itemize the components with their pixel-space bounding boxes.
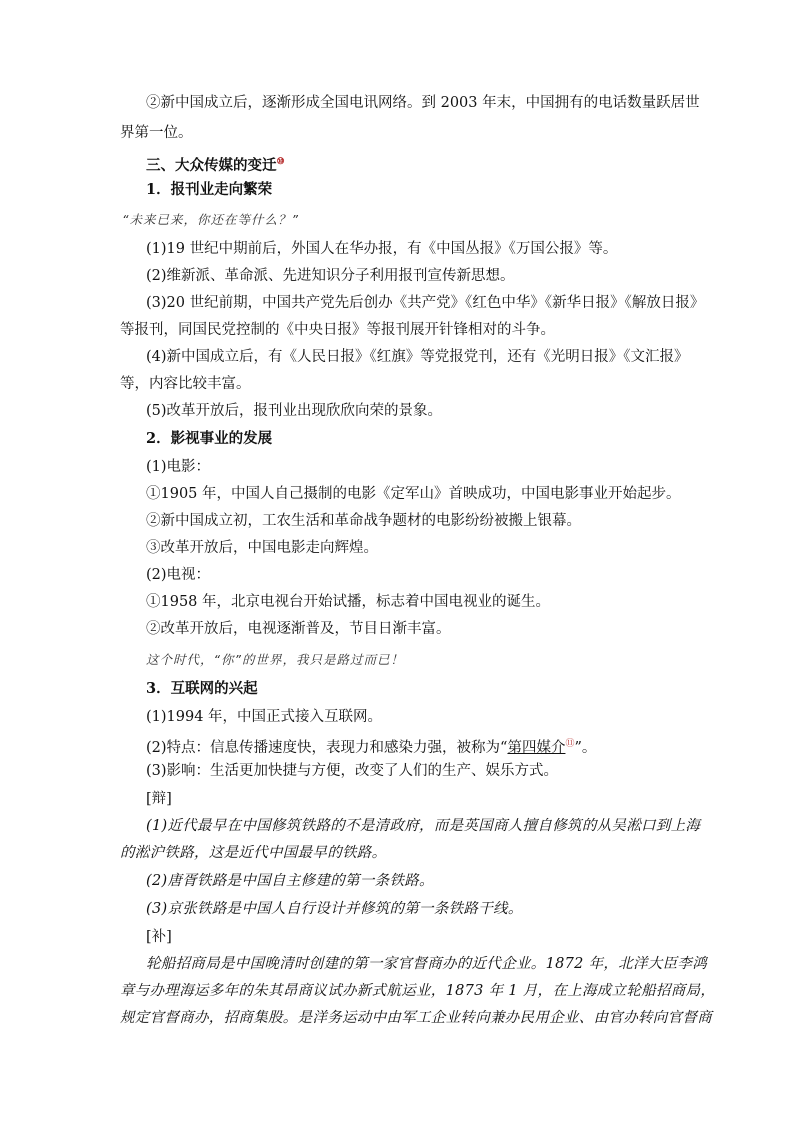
line-text: (2)特点：信息传播速度快，表现力和感染力强，被称为“ [146,739,508,756]
paragraph-line: (4)新中国成立后，有《人民日报》《红旗》等党报党刊，还有《光明日报》《文汇报》 [146,349,689,365]
note-line: (2)唐胥铁路是中国自主修建的第一条铁路。 [146,873,434,889]
paragraph-line: ②改革开放后，电视逐渐普及，节目日渐丰富。 [146,621,451,637]
paragraph-line: ③改革开放后，中国电影走向辉煌。 [146,540,378,556]
section-heading [146,151,694,177]
paragraph-line: ②新中国成立后，逐渐形成全国电讯网络。到 2003 年末，中国拥有的电话数量跃居世 [146,95,700,111]
note-line: 规定官督商办，招商集股。是洋务运动中由军工企业转向兼办民用企业、由官办转向官督商 [120,1010,712,1026]
handwritten-note: 这个时代，“你”的世界，我只是路过而已！ [146,652,404,667]
note-line: 轮船招商局是中国晚清时创建的第一家官督商办的近代企业。1872 年，北洋大臣李鸿 [146,956,708,972]
subsection-heading: 2．影视事业的发展 [146,430,273,447]
note-label-bu: [补] [146,929,172,945]
handwritten-note: “未来已来，你还在等什么？” [122,212,299,227]
line-text: ”。 [574,739,597,756]
note-line: 的淞沪铁路，这是近代中国最早的铁路。 [120,845,387,861]
paragraph-line: (2)维新派、革命派、先进知识分子利用报刊宣传新思想。 [146,268,515,284]
subsection-heading: 3．互联网的兴起 [146,680,258,697]
paragraph-line: 等，内容比较丰富。 [120,376,251,392]
paragraph-line: ①1905 年，中国人自己摄制的电影《定军山》首映成功，中国电影事业开始起步。 [146,486,681,502]
paragraph-line: ②新中国成立初，工农生活和革命战争题材的电影纷纷被搬上银幕。 [146,513,581,529]
paragraph-line: (3)20 世纪前期，中国共产党先后创办《共产党》《红色中华》《新华日报》《解放日报》 [146,295,705,311]
paragraph-line: (1)19 世纪中期前后，外国人在华办报，有《中国丛报》《万国公报》等。 [146,241,618,257]
paragraph-line: (2)电视： [146,567,211,583]
paragraph-line: (1)1994 年，中国正式接入互联网。 [146,709,383,725]
paragraph-line [146,733,694,759]
note-line: (1)近代最早在中国修筑铁路的不是清政府，而是英国商人擅自修筑的从吴淞口到上海 [146,818,701,834]
term-fourth-media: 第四媒介 [507,739,566,756]
subsection-heading: 1．报刊业走向繁荣 [146,181,273,198]
footnote-mark: ⑩ [276,157,285,167]
section-heading-text: 三、大众传媒的变迁 [146,156,277,174]
paragraph-line: 等报刊，同国民党控制的《中央日报》等报刊展开针锋相对的斗争。 [120,322,555,338]
paragraph-line: (1)电影： [146,459,211,475]
footnote-mark: ⑪ [565,739,575,749]
paragraph-line: 界第一位。 [120,125,193,141]
note-line: 章与办理海运多年的朱其昂商议试办新式航运业，1873 年 1 月，在上海成立轮船招商局， [120,983,716,999]
note-line: (3)京张铁路是中国人自行设计并修筑的第一条铁路干线。 [146,901,523,917]
paragraph-line: (5)改革开放后，报刊业出现欣欣向荣的景象。 [146,403,443,419]
paragraph-line: (3)影响：生活更加快捷与方便，改变了人们的生产、娱乐方式。 [146,763,559,779]
paragraph-line: ①1958 年，北京电视台开始试播，标志着中国电视业的诞生。 [146,594,551,610]
note-label-bian: [辩] [146,791,172,807]
